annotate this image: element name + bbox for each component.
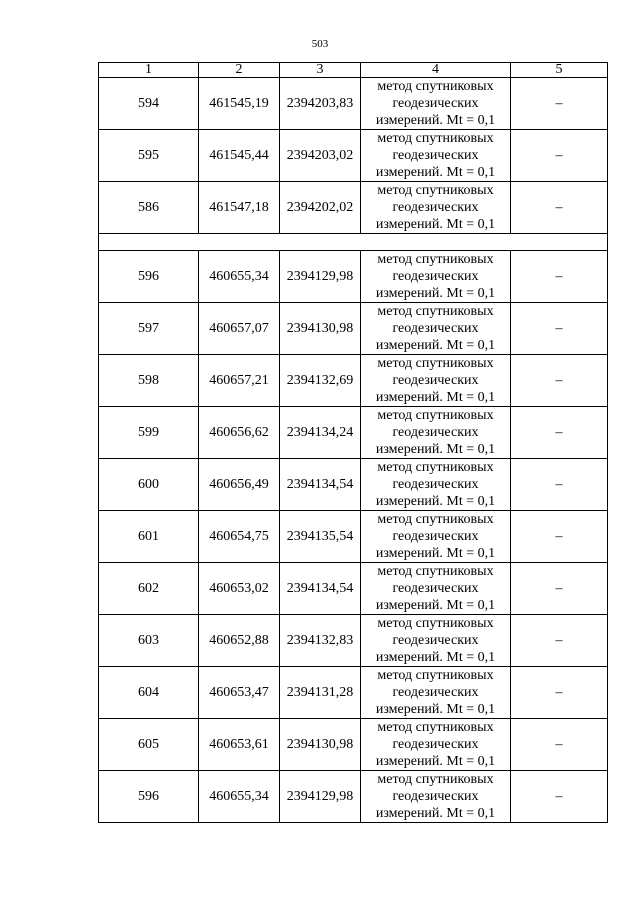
separator-cell xyxy=(99,234,608,251)
page-number: 503 xyxy=(311,38,329,50)
method-line: геодезических xyxy=(392,633,479,648)
table-row xyxy=(99,563,608,615)
method-line: метод спутниковых xyxy=(377,460,494,475)
method-line: измерений. Mt = 0,1 xyxy=(375,546,496,561)
method-description xyxy=(361,251,511,303)
point-number: 596 xyxy=(99,251,199,303)
note-dash: – xyxy=(511,719,608,771)
method-line: измерений. Mt = 0,1 xyxy=(375,286,496,301)
method-line: метод спутниковых xyxy=(377,512,494,527)
method-line: геодезических xyxy=(392,477,479,492)
method-line: геодезических xyxy=(392,529,479,544)
method-line: геодезических xyxy=(392,425,479,440)
note-dash: – xyxy=(511,407,608,459)
method-line: измерений. Mt = 0,1 xyxy=(375,806,496,821)
header-col-2: 2 xyxy=(199,63,280,78)
method-description xyxy=(361,615,511,667)
coord-y: 2394130,98 xyxy=(280,719,361,771)
method-line: геодезических xyxy=(392,737,479,752)
coord-x: 460655,34 xyxy=(199,771,280,823)
point-number: 594 xyxy=(99,78,199,130)
note-dash: – xyxy=(511,615,608,667)
table-row xyxy=(99,667,608,719)
method-line: метод спутниковых xyxy=(377,668,494,683)
coord-y: 2394134,24 xyxy=(280,407,361,459)
method-line: метод спутниковых xyxy=(377,183,494,198)
table-row xyxy=(99,251,608,303)
coord-x: 461545,44 xyxy=(199,130,280,182)
point-number: 600 xyxy=(99,459,199,511)
method-line: метод спутниковых xyxy=(377,356,494,371)
note-dash: – xyxy=(511,303,608,355)
table-row xyxy=(99,78,608,130)
header-col-5: 5 xyxy=(511,63,608,78)
table-body xyxy=(99,78,608,823)
coord-x: 460656,49 xyxy=(199,459,280,511)
method-line: измерений. Mt = 0,1 xyxy=(375,338,496,353)
method-line: метод спутниковых xyxy=(377,772,494,787)
note-dash: – xyxy=(511,355,608,407)
method-line: геодезических xyxy=(392,96,479,111)
method-line: измерений. Mt = 0,1 xyxy=(375,113,496,128)
method-description xyxy=(361,667,511,719)
separator-row xyxy=(99,234,608,251)
coord-y: 2394134,54 xyxy=(280,459,361,511)
method-line: геодезических xyxy=(392,148,479,163)
method-line: метод спутниковых xyxy=(377,616,494,631)
coord-x: 461547,18 xyxy=(199,182,280,234)
note-dash: – xyxy=(511,78,608,130)
method-line: геодезических xyxy=(392,581,479,596)
point-number: 605 xyxy=(99,719,199,771)
header-col-4: 4 xyxy=(361,63,511,78)
method-description xyxy=(361,719,511,771)
coord-x: 460654,75 xyxy=(199,511,280,563)
point-number: 586 xyxy=(99,182,199,234)
note-dash: – xyxy=(511,511,608,563)
method-line: измерений. Mt = 0,1 xyxy=(375,702,496,717)
coord-y: 2394132,69 xyxy=(280,355,361,407)
point-number: 597 xyxy=(99,303,199,355)
point-number: 599 xyxy=(99,407,199,459)
table-row xyxy=(99,771,608,823)
method-line: геодезических xyxy=(392,200,479,215)
method-line: метод спутниковых xyxy=(377,79,494,94)
method-line: геодезических xyxy=(392,789,479,804)
coord-y: 2394135,54 xyxy=(280,511,361,563)
method-line: измерений. Mt = 0,1 xyxy=(375,390,496,405)
coord-y: 2394134,54 xyxy=(280,563,361,615)
method-line: измерений. Mt = 0,1 xyxy=(375,598,496,613)
method-description xyxy=(361,355,511,407)
coord-x: 460653,47 xyxy=(199,667,280,719)
table-row xyxy=(99,182,608,234)
method-line: геодезических xyxy=(392,321,479,336)
method-line: измерений. Mt = 0,1 xyxy=(375,442,496,457)
point-number: 598 xyxy=(99,355,199,407)
method-description xyxy=(361,182,511,234)
coord-y: 2394203,83 xyxy=(280,78,361,130)
coord-x: 460653,61 xyxy=(199,719,280,771)
note-dash: – xyxy=(511,459,608,511)
method-line: измерений. Mt = 0,1 xyxy=(375,650,496,665)
method-description xyxy=(361,459,511,511)
table-row xyxy=(99,130,608,182)
method-description xyxy=(361,78,511,130)
point-number: 602 xyxy=(99,563,199,615)
note-dash: – xyxy=(511,771,608,823)
method-description xyxy=(361,130,511,182)
header-col-3: 3 xyxy=(280,63,361,78)
method-description xyxy=(361,511,511,563)
coord-x: 460657,07 xyxy=(199,303,280,355)
coord-y: 2394202,02 xyxy=(280,182,361,234)
note-dash: – xyxy=(511,182,608,234)
method-description xyxy=(361,771,511,823)
note-dash: – xyxy=(511,130,608,182)
point-number: 603 xyxy=(99,615,199,667)
coord-y: 2394203,02 xyxy=(280,130,361,182)
method-line: геодезических xyxy=(392,269,479,284)
method-line: измерений. Mt = 0,1 xyxy=(375,494,496,509)
coord-x: 460656,62 xyxy=(199,407,280,459)
header-row xyxy=(99,63,608,78)
method-line: метод спутниковых xyxy=(377,564,494,579)
coord-y: 2394131,28 xyxy=(280,667,361,719)
note-dash: – xyxy=(511,251,608,303)
coord-x: 461545,19 xyxy=(199,78,280,130)
coord-x: 460652,88 xyxy=(199,615,280,667)
coord-y: 2394129,98 xyxy=(280,251,361,303)
coord-y: 2394130,98 xyxy=(280,303,361,355)
method-line: измерений. Mt = 0,1 xyxy=(375,217,496,232)
table-row xyxy=(99,459,608,511)
header-col-1: 1 xyxy=(99,63,199,78)
point-number: 604 xyxy=(99,667,199,719)
note-dash: – xyxy=(511,563,608,615)
method-description xyxy=(361,407,511,459)
coordinates-table xyxy=(98,62,608,823)
table-row xyxy=(99,615,608,667)
method-line: метод спутниковых xyxy=(377,252,494,267)
table-row xyxy=(99,719,608,771)
coord-y: 2394132,83 xyxy=(280,615,361,667)
method-description xyxy=(361,303,511,355)
method-line: метод спутниковых xyxy=(377,720,494,735)
method-line: метод спутниковых xyxy=(377,304,494,319)
point-number: 601 xyxy=(99,511,199,563)
table-row xyxy=(99,355,608,407)
point-number: 596 xyxy=(99,771,199,823)
coord-y: 2394129,98 xyxy=(280,771,361,823)
method-line: измерений. Mt = 0,1 xyxy=(375,754,496,769)
table-row xyxy=(99,511,608,563)
method-line: метод спутниковых xyxy=(377,131,494,146)
method-line: геодезических xyxy=(392,373,479,388)
point-number: 595 xyxy=(99,130,199,182)
method-line: геодезических xyxy=(392,685,479,700)
table-row xyxy=(99,407,608,459)
method-line: метод спутниковых xyxy=(377,408,494,423)
coord-x: 460653,02 xyxy=(199,563,280,615)
method-line: измерений. Mt = 0,1 xyxy=(375,165,496,180)
coord-x: 460655,34 xyxy=(199,251,280,303)
table-row xyxy=(99,303,608,355)
method-description xyxy=(361,563,511,615)
note-dash: – xyxy=(511,667,608,719)
coord-x: 460657,21 xyxy=(199,355,280,407)
